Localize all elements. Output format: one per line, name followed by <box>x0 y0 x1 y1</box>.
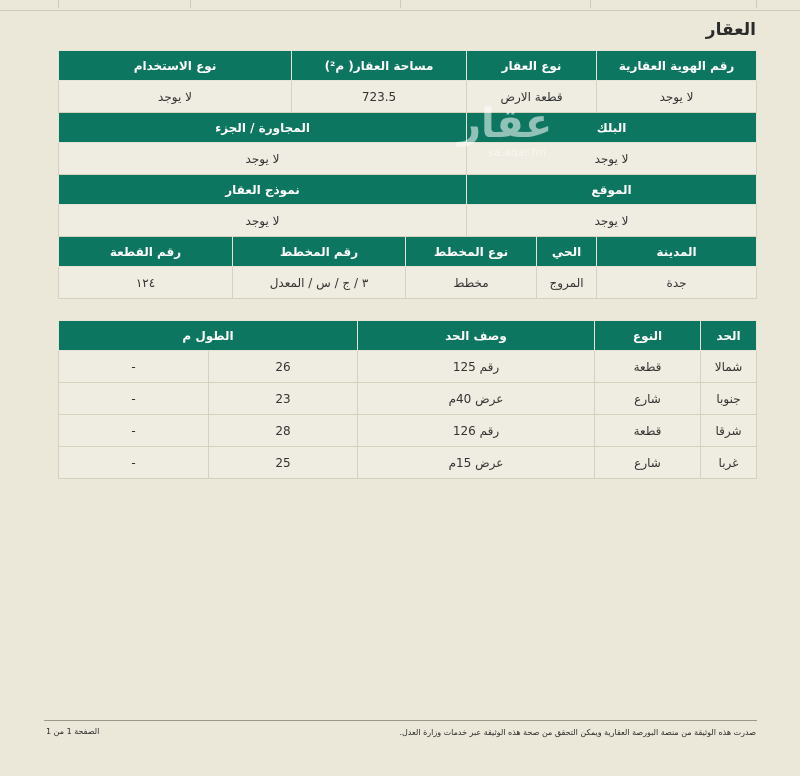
boundary-length: 26 <box>209 351 358 383</box>
property-value-row-3 <box>59 205 757 237</box>
value-property-id: لا يوجد <box>597 81 757 113</box>
table-row <box>59 415 757 447</box>
value-plan-number: ٣ / ج / س / المعدل <box>233 267 406 299</box>
boundary-description: عرض 15م <box>358 447 595 479</box>
footer-divider <box>44 720 757 721</box>
boundary-description: رقم 126 <box>358 415 595 447</box>
watermark-logo-text: عقار <box>458 101 553 147</box>
property-header-row-2 <box>59 113 757 143</box>
boundary-type: قطعة <box>595 415 701 447</box>
boundary-type: قطعة <box>595 351 701 383</box>
value-block: لا يوجد <box>467 143 757 175</box>
value-property-area: 723.5 <box>292 81 467 113</box>
boundary-extra: - <box>59 383 209 415</box>
header-property-id: رقم الهوية العقارية <box>597 51 757 81</box>
value-location: لا يوجد <box>467 205 757 237</box>
section-title: العقار <box>705 20 756 40</box>
property-table <box>58 50 757 299</box>
value-usage-type: لا يوجد <box>59 81 292 113</box>
borders-header-row <box>59 321 757 351</box>
header-usage-type: نوع الاستخدام <box>59 51 292 81</box>
watermark-url: sa.aqar.fm <box>488 146 547 159</box>
table-row <box>59 383 757 415</box>
property-value-row-1 <box>59 81 757 113</box>
header-neighborhood-part: المجاورة / الجزء <box>59 113 467 143</box>
header-location: الموقع <box>467 175 757 205</box>
value-plan-type: مخطط <box>406 267 537 299</box>
boundary-direction: غربا <box>701 447 757 479</box>
boundary-extra: - <box>59 415 209 447</box>
property-header-row-1 <box>59 51 757 81</box>
boundary-description: رقم 125 <box>358 351 595 383</box>
header-plot-number: رقم القطعة <box>59 237 233 267</box>
table-row <box>59 447 757 479</box>
boundary-description: عرض 40م <box>358 383 595 415</box>
header-plan-type: نوع المخطط <box>406 237 537 267</box>
header-boundary: الحد <box>701 321 757 351</box>
value-neighborhood-part: لا يوجد <box>59 143 467 175</box>
borders-table <box>58 320 757 479</box>
previous-table-edge <box>0 0 800 11</box>
header-boundary-type: النوع <box>595 321 701 351</box>
value-plot-number: ١٢٤ <box>59 267 233 299</box>
boundary-length: 23 <box>209 383 358 415</box>
header-district: الحي <box>537 237 597 267</box>
boundary-type: شارع <box>595 383 701 415</box>
property-header-row-4 <box>59 237 757 267</box>
header-block: البلك <box>467 113 757 143</box>
property-header-row-3 <box>59 175 757 205</box>
boundary-length: 25 <box>209 447 358 479</box>
value-property-model: لا يوجد <box>59 205 467 237</box>
header-property-area: مساحة العقار( م²) <box>292 51 467 81</box>
property-value-row-2 <box>59 143 757 175</box>
table-row <box>59 351 757 383</box>
header-boundary-description: وصف الحد <box>358 321 595 351</box>
header-length: الطول م <box>59 321 358 351</box>
boundary-direction: شمالا <box>701 351 757 383</box>
boundary-direction: شرقا <box>701 415 757 447</box>
boundary-length: 28 <box>209 415 358 447</box>
header-city: المدينة <box>597 237 757 267</box>
value-district: المروج <box>537 267 597 299</box>
boundary-type: شارع <box>595 447 701 479</box>
property-value-row-4 <box>59 267 757 299</box>
value-city: جدة <box>597 267 757 299</box>
boundary-extra: - <box>59 447 209 479</box>
value-property-type: قطعة الارض <box>467 81 597 113</box>
header-property-model: نموذج العقار <box>59 175 467 205</box>
footer-note: صدرت هذه الوثيقة من منصة البورصة العقارية ويمكن التحقق من صحة هذه الوثيقة عبر خدمات وزارة العدل. <box>399 728 756 737</box>
boundary-extra: - <box>59 351 209 383</box>
header-property-type: نوع العقار <box>467 51 597 81</box>
page-number: الصفحة 1 من 1 <box>46 727 100 736</box>
boundary-direction: جنوبا <box>701 383 757 415</box>
header-plan-number: رقم المخطط <box>233 237 406 267</box>
